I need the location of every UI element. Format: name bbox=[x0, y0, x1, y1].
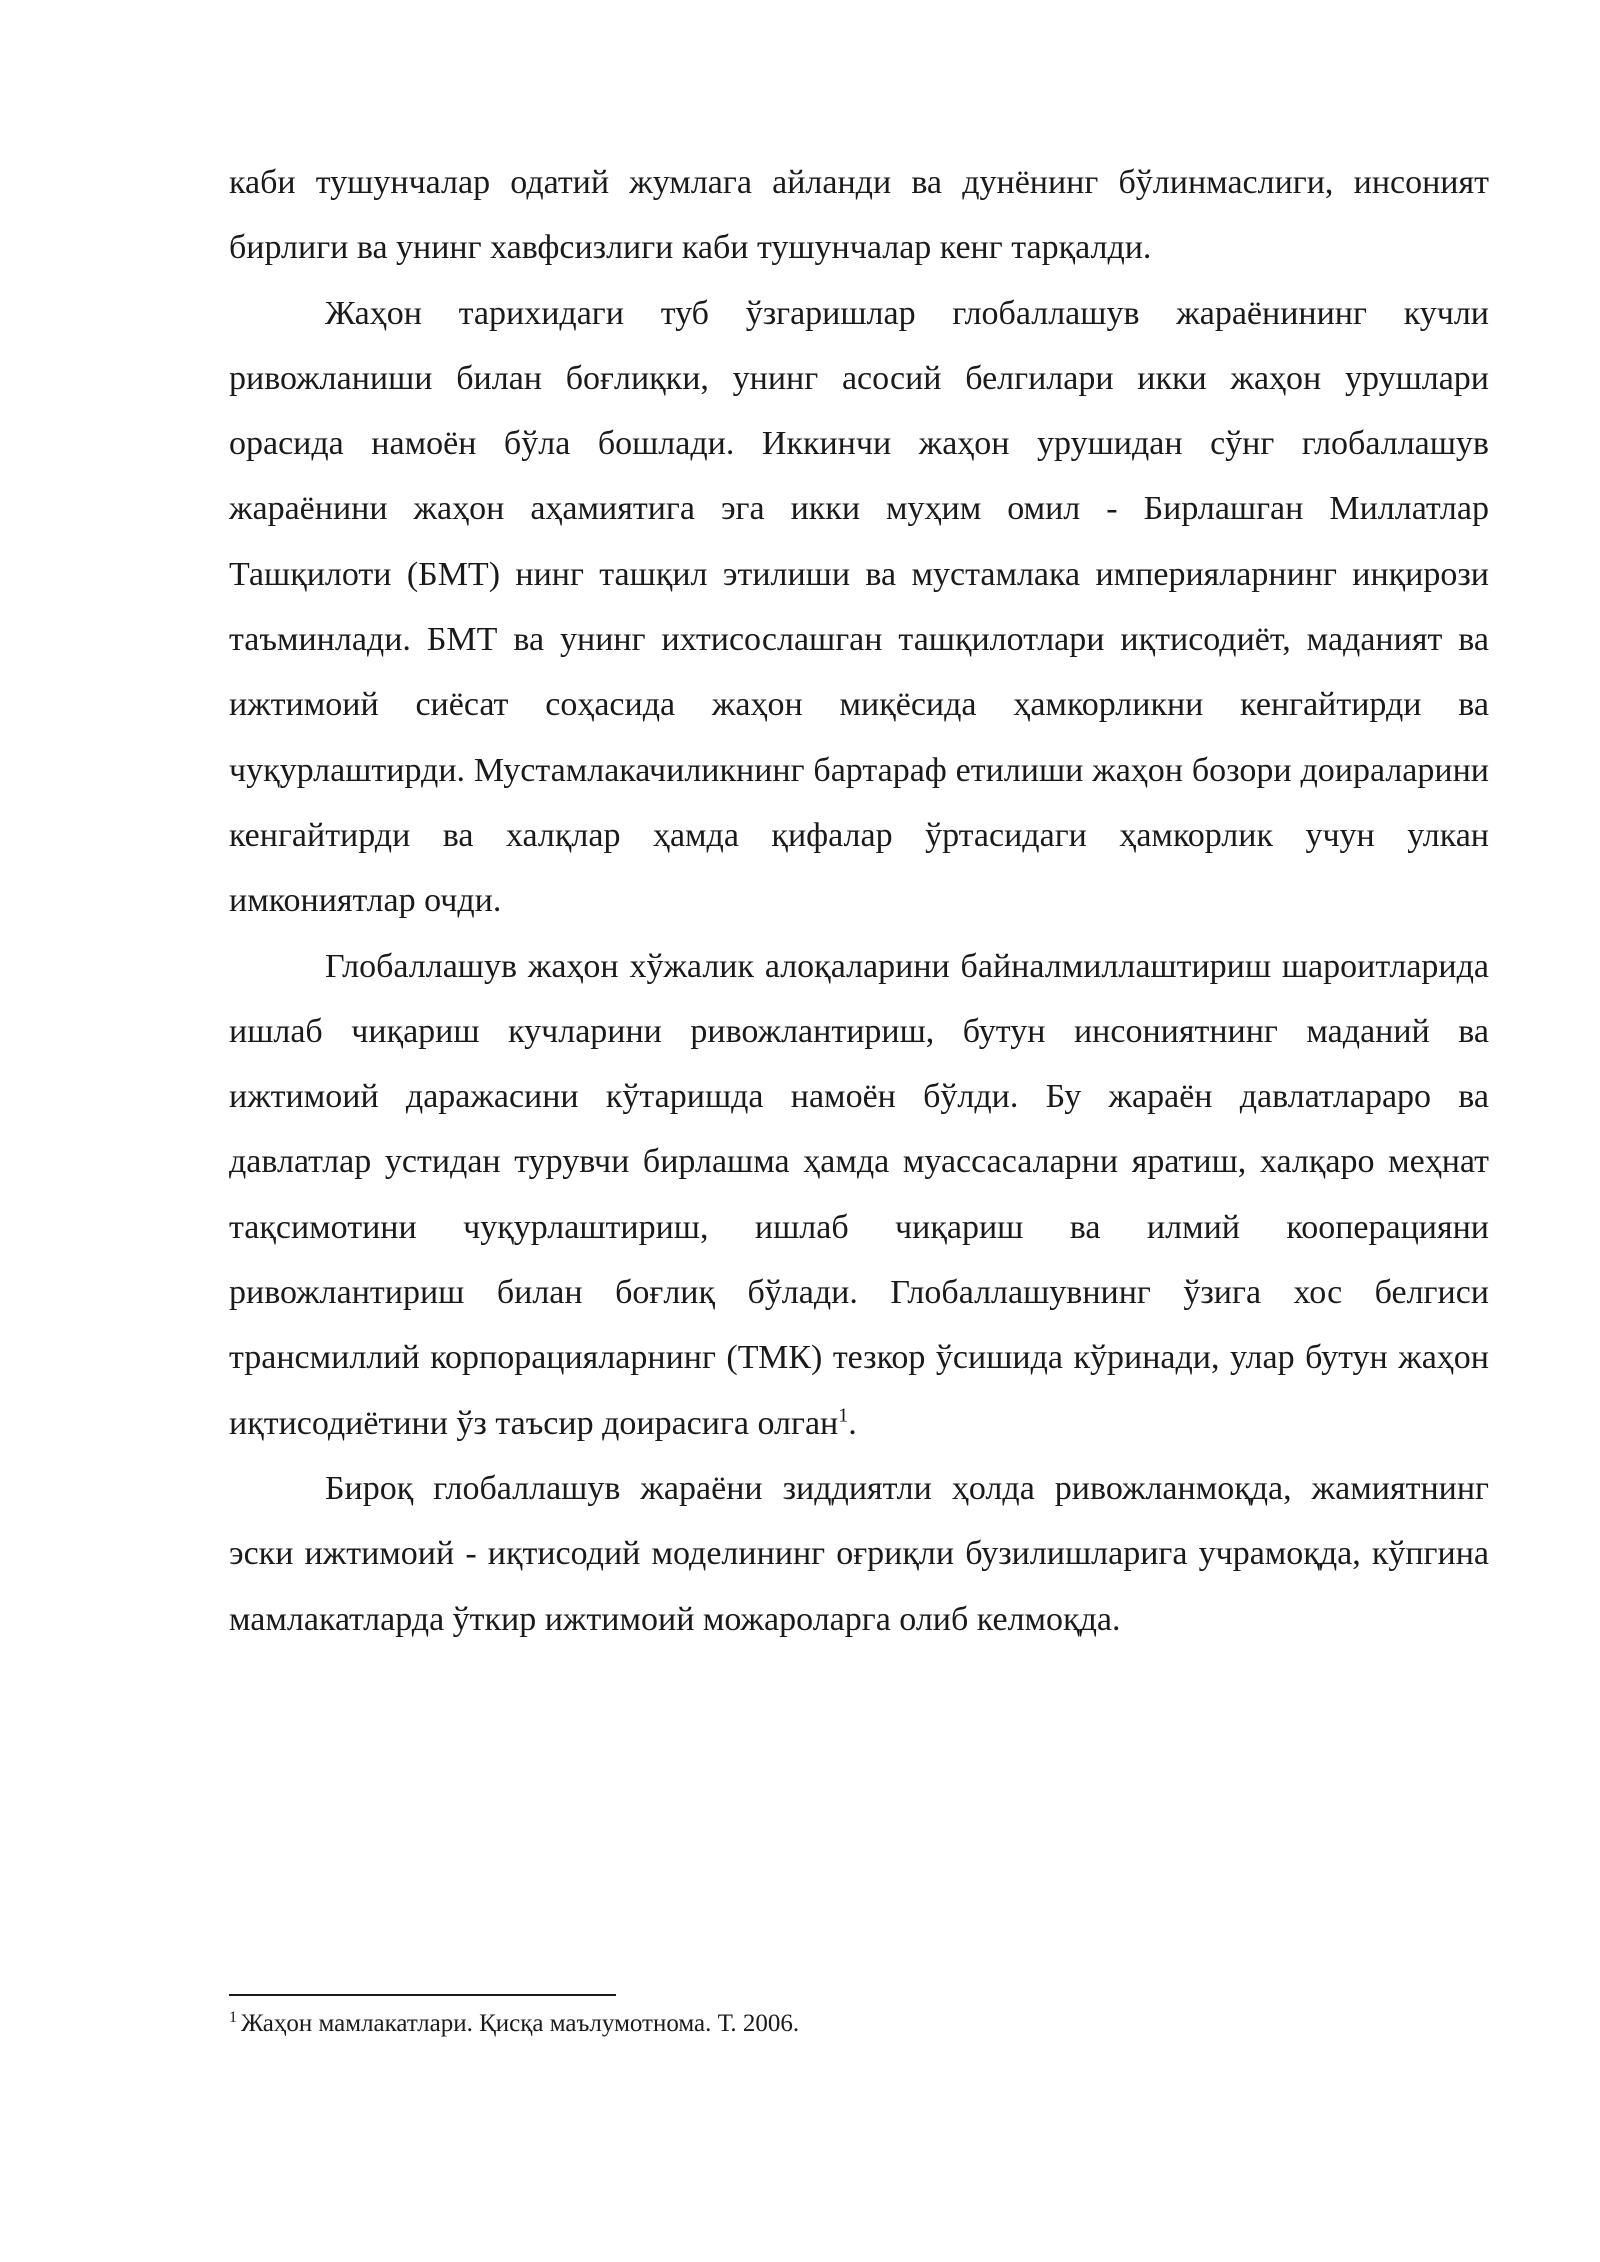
footnote bbox=[229, 2006, 1489, 2042]
paragraph-4-text: Бироқ глобаллашув жараёни зиддиятли ҳолда ривожланмоқда, жамиятнинг эски ижтимоий - иқтисодий моделининг оғриқли бузилишларига учрамоқда, кўпгина мамлакатларда ўткир ижтимоий можароларга олиб келмоқда. bbox=[229, 1469, 1489, 1638]
paragraph-4 bbox=[229, 1456, 1489, 1652]
footnote-text: Жаҳон мамлакатлари. Қисқа маълумотнома. Т. 2006. bbox=[241, 2010, 800, 2037]
footnote-reference[interactable]: 1 bbox=[838, 1404, 849, 1427]
paragraph-2 bbox=[229, 281, 1489, 934]
paragraph-3-text: Глобаллашув жаҳон хўжалик алоқаларини байналмиллаштириш шароитларида ишлаб чиқариш кучларини ривожлантириш, бутун инсониятнинг маданий ва ижтимоий даражасини кўтаришда намоён бўлди. Бу жараён давлатлараро ва давлатлар устидан турувчи бирлашма ҳамда муассасаларни яратиш, халқаро меҳнат тақсимотини чуқурлаштириш, ишлаб чиқариш ва илмий кооперацияни ривожлантириш билан боғлиқ бўлади. Глобаллашувнинг ўзига хос белгиси трансмиллий корпорацияларнинг (ТМК) тезкор ўсишида кўринади, улар бутун жаҳон иқтисодиётини ўз таъсир доирасига олган bbox=[229, 947, 1489, 1442]
body-text bbox=[229, 150, 1489, 1652]
paragraph-3 bbox=[229, 934, 1489, 1456]
footnote-mark: 1 bbox=[229, 2008, 237, 2026]
paragraph-3-end: . bbox=[848, 1404, 857, 1442]
paragraph-1-text: каби тушунчалар одатий жумлага айланди ва дунёнинг бўлинмаслиги, инсоният бирлиги ва унинг хавфсизлиги каби тушунчалар кенг тарқалди. bbox=[229, 164, 1489, 267]
footnote-separator bbox=[229, 1994, 616, 1996]
paragraph-2-text: Жаҳон тарихидаги туб ўзгаришлар глобаллашув жараёнининг кучли ривожланиши билан боғлиқки, унинг асосий белгилари икки жаҳон урушлари орасида намоён бўла бошлади. Иккинчи жаҳон урушидан сўнг глобаллашув жараёнини жаҳон аҳамиятига эга икки муҳим омил - Бирлашган Миллатлар Ташқилоти (БМТ) нинг ташқил этилиши ва мустамлака империяларнинг инқирози таъминлади. БМТ ва унинг ихтисослашган ташқилотлари иқтисодиёт, маданият ва ижтимоий сиёсат соҳасида жаҳон миқёсида ҳамкорликни кенгайтирди ва чуқурлаштирди. Мустамлакачиликнинг бартараф етилиши жаҳон бозори доираларини кенгайтирди ва халқлар ҳамда қифалар ўртасидаги ҳамкорлик учун улкан имкониятлар очди. bbox=[229, 294, 1489, 920]
paragraph-1 bbox=[229, 150, 1489, 281]
